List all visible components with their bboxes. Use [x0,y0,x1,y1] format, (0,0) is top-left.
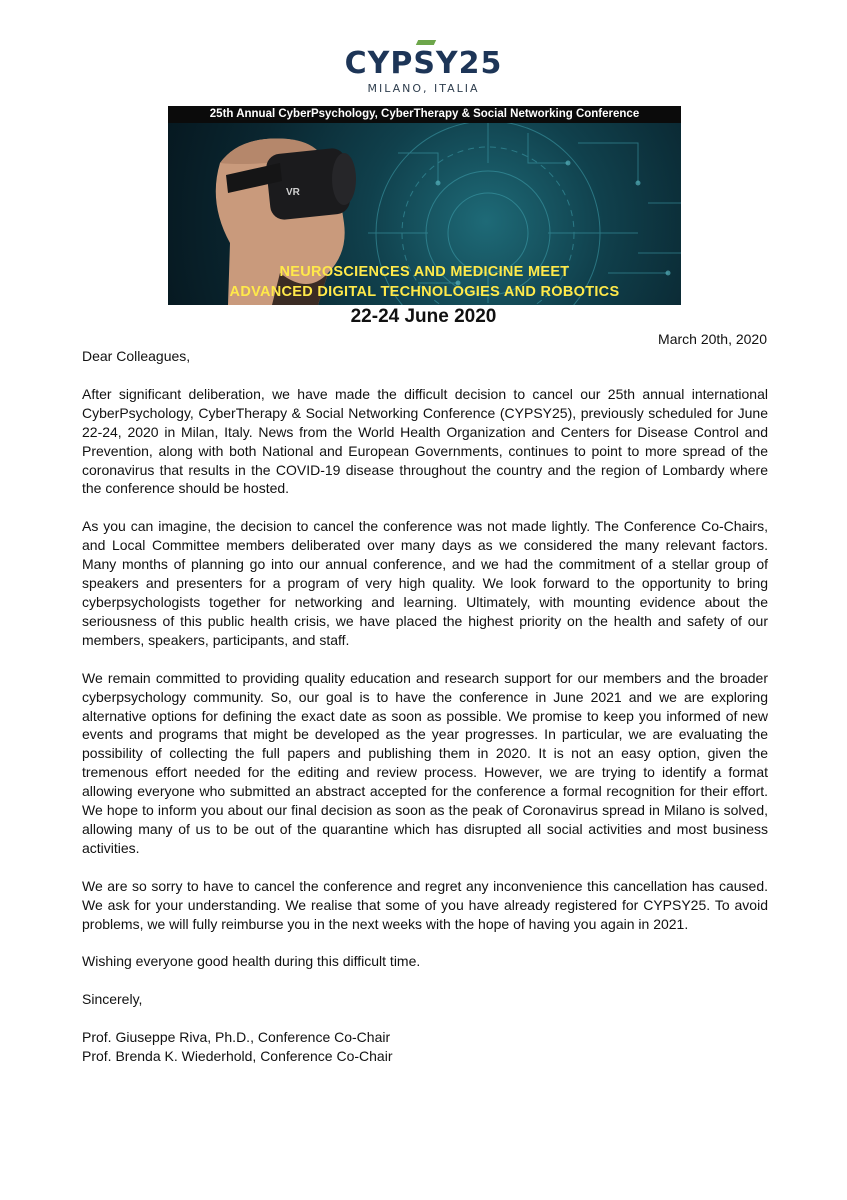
paragraph-wishes: Wishing everyone good health during this difficult time. [82,953,421,970]
vr-label: VR [286,187,300,198]
vr-headset-person-illustration [216,139,356,306]
closing: Sincerely, [82,991,143,1008]
paragraph-reimbursement: We are so sorry to have to cancel the conference and regret any inconvenience this cancellation has caused. We ask for your understanding. We realise that some of you have already registered for CYPSY25. To avoid problems, we will fully reimburse you in the next weeks with the hope of having you again in 2021. [82,877,768,932]
paragraph-decision: As you can imagine, the decision to cancel the conference was not made lightly. The Conference Co-Chairs, and Local Committee members deliberated over many days as we considered the many relevant factors. Many months of planning go into our annual conference, and we had the commitment of a stellar group of speakers and presenters for a program of very high quality. We look forward to the opportunity to bring cyberpsychologists together for networking and learning. Ultimately, with mounting evidence about the seriousness of this public health crisis, we have placed the highest priority on the health and safety of our members, speakers, participants, and staff. [82,518,768,648]
logo-accent-bar [415,40,435,45]
paragraph-commitment: We remain committed to providing quality education and research support for our members and the broader cyberpsychology community. So, our goal is to have the conference in June 2021 and we are exploring alternative options for defining the exact date as soon as possible. We promise to keep you informed of new events and programs that might be developed as the year progresses. In particular, we are evaluating the possibility of collecting the full papers and publishing them in 2020. It is not an easy option, given the tremenous effort needed for the editing and review process. However, we are trying to identify a format allowing everyone who submitted an abstract accepted for the conference a formal recognition for their effort. We hope to inform you about our final decision as soon as the peak of Coronavirus spread in Milano is solved, allowing many of us to be out of the quarantine which has disrupted all social activities and most business activities. [82,669,768,856]
logo-subtitle: MILANO, ITALIA [367,82,480,95]
signatory-wiederhold: Prof. Brenda K. Wiederhold, Conference Co-Chair [82,1048,393,1065]
letter-body [82,347,768,1066]
signatory-riva: Prof. Giuseppe Riva, Ph.D., Conference Co-Chair [82,1029,391,1046]
conference-dates: 22-24 June 2020 [350,306,497,327]
cypsy25-logo [0,48,847,95]
salutation: Dear Colleagues, [82,348,191,364]
banner-header: 25th Annual CyberPsychology, CyberTherapy & Social Networking Conference [168,106,681,123]
banner-tagline-line-1: NEUROSCIENCES AND MEDICINE MEET [279,264,570,280]
logo-title: CYPSY25 [344,46,503,81]
banner-tagline-line-2: ADVANCED DIGITAL TECHNOLOGIES AND ROBOTICS [229,284,620,300]
signature-block [82,1028,768,1066]
conference-banner [168,106,681,305]
paragraph-cancellation: After significant deliberation, we have made the difficult decision to cancel our 25th annual international CyberPsychology, CyberTherapy & Social Networking Conference (CYPSY25), previously scheduled for June 22-24, 2020 in Milan, Italy. News from the World Health Organization and Centers for Disease Control and Prevention, along with both National and European Governments, continues to point to more spread of the coronavirus that results in the COVID-19 disease throughout the country and the region of Lombardy where the conference should be hosted. [82,385,768,497]
letter-date: March 20th, 2020 [658,331,767,347]
